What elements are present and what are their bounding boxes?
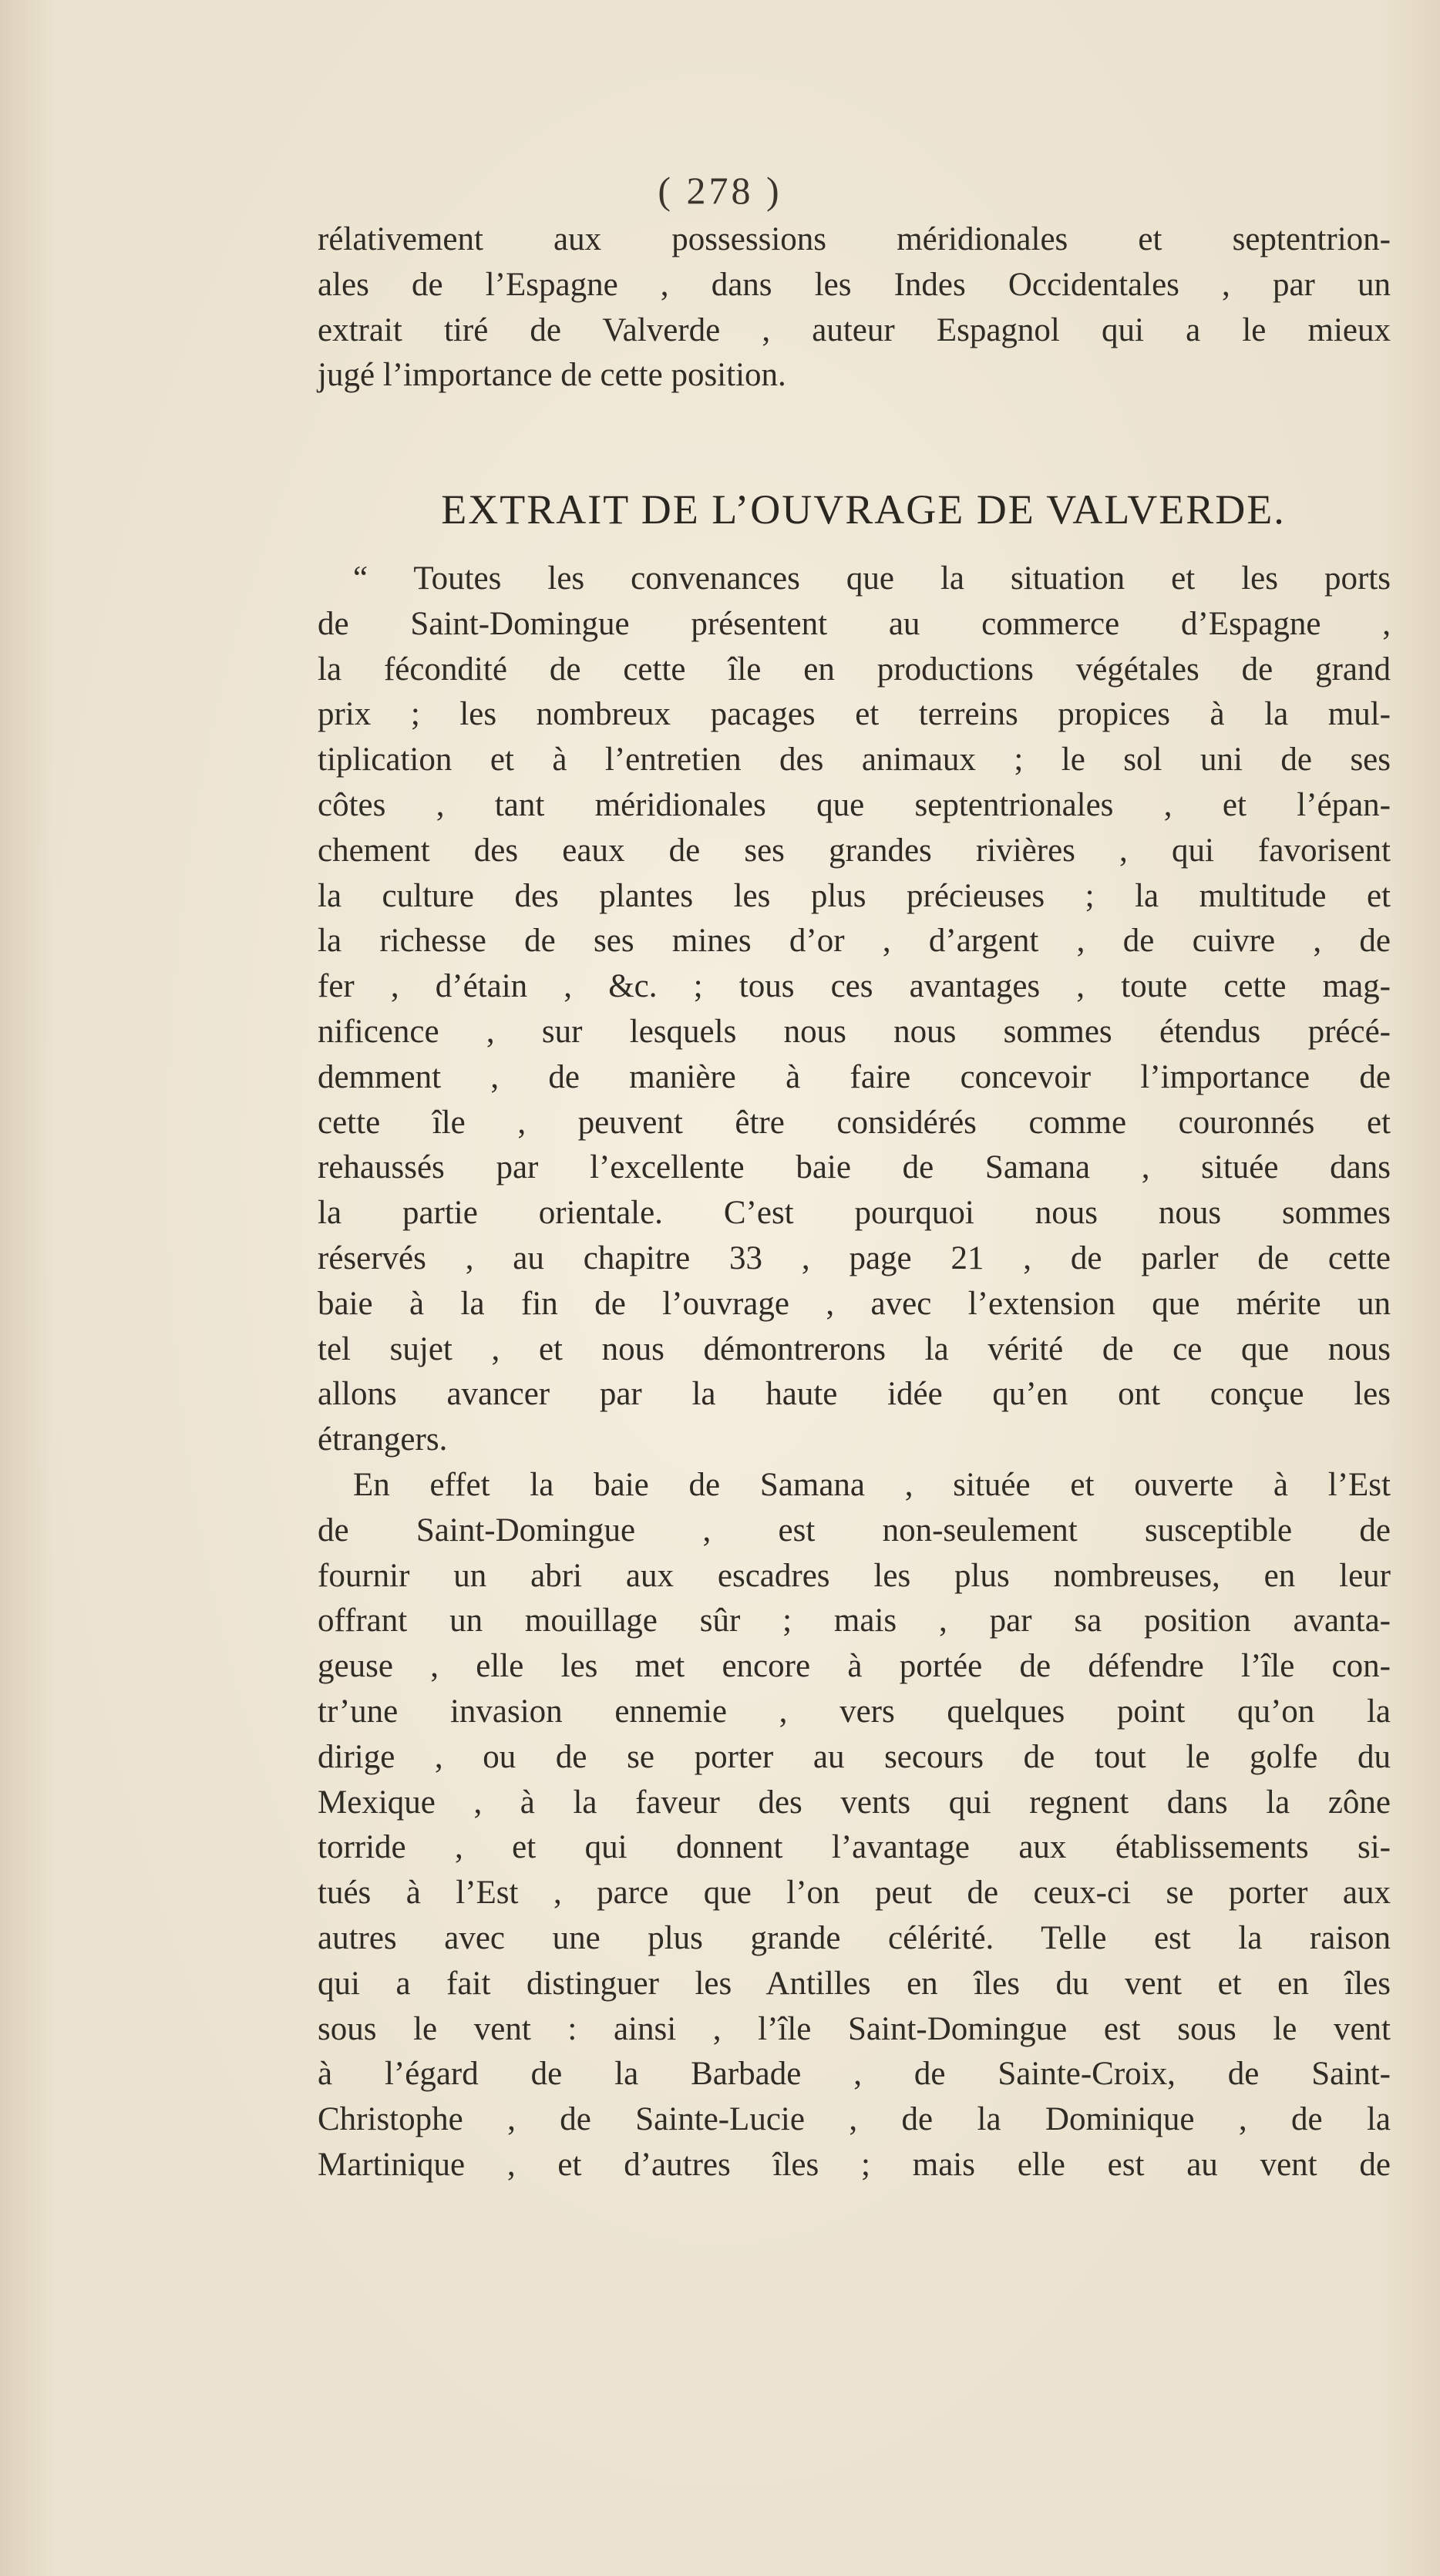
text-line: geuse , elle les met encore à portée de défendre l’île con- bbox=[318, 1648, 1391, 1685]
text-line: Mexique , à la faveur des vents qui regnent dans la zône bbox=[318, 1784, 1391, 1821]
text-line: de Saint-Domingue , est non-seulement susceptible de bbox=[318, 1512, 1391, 1549]
text-line: autres avec une plus grande célérité. Telle est la raison bbox=[318, 1919, 1391, 1956]
text-line: réservés , au chapitre 33 , page 21 , de parler de cette bbox=[318, 1239, 1391, 1276]
text-line: étrangers. bbox=[318, 1421, 448, 1458]
text-line: de Saint-Domingue présentent au commerce d’Espagne , bbox=[318, 605, 1391, 642]
text-line: rehaussés par l’excellente baie de Samana , située dans bbox=[318, 1149, 1391, 1186]
text-line: la fécondité de cette île en productions végétales de grand bbox=[318, 651, 1391, 688]
text-line: tr’une invasion ennemie , vers quelques point qu’on la bbox=[318, 1693, 1391, 1730]
text-line: offrant un mouillage sûr ; mais , par sa position avanta- bbox=[318, 1602, 1391, 1639]
page-number: ( 278 ) bbox=[658, 169, 782, 212]
text-line: nificence , sur lesquels nous nous sommes étendus précé- bbox=[318, 1013, 1391, 1050]
text-line: extrait tiré de Valverde , auteur Espagnol qui a le mieux bbox=[318, 311, 1391, 348]
text-line: fournir un abri aux escadres les plus nombreuses, en leur bbox=[318, 1557, 1391, 1594]
text-line: tués à l’Est , parce que l’on peut de ceux-ci se porter aux bbox=[318, 1875, 1391, 1912]
text-line: la partie orientale. C’est pourquoi nous nous sommes bbox=[318, 1195, 1391, 1232]
text-line: cette île , peuvent être considérés comme couronnés et bbox=[318, 1104, 1391, 1141]
section-heading: EXTRAIT DE L’OUVRAGE DE VALVERDE. bbox=[441, 486, 1286, 533]
text-line: qui a fait distinguer les Antilles en îles du vent et en îles bbox=[318, 1965, 1391, 2002]
text-line: rélativement aux possessions méridionales et septentrion- bbox=[318, 221, 1391, 257]
text-line: chement des eaux de ses grandes rivières , qui favorisent bbox=[318, 832, 1391, 869]
text-line: Martinique , et d’autres îles ; mais elle est au vent de bbox=[318, 2146, 1391, 2183]
text-line: demment , de manière à faire concevoir l’importance de bbox=[318, 1058, 1391, 1095]
body-text bbox=[318, 557, 1391, 2188]
text-line: côtes , tant méridionales que septentrionales , et l’épan- bbox=[318, 786, 1391, 823]
paragraph-2 bbox=[318, 1463, 1391, 2188]
text-line: sous le vent : ainsi , l’île Saint-Domingue est sous le vent bbox=[318, 2010, 1391, 2047]
text-line: Christophe , de Sainte-Lucie , de la Dominique , de la bbox=[318, 2101, 1391, 2138]
text-line: baie à la fin de l’ouvrage , avec l’extension que mérite un bbox=[318, 1285, 1391, 1322]
text-line: tiplication et à l’entretien des animaux ; le sol uni de ses bbox=[318, 742, 1391, 779]
text-line: prix ; les nombreux pacages et terreins propices à la mul- bbox=[318, 696, 1391, 733]
text-line: fer , d’étain , &c. ; tous ces avantages , toute cette mag- bbox=[318, 968, 1391, 1005]
text-line: dirige , ou de se porter au secours de tout le golfe du bbox=[318, 1738, 1391, 1775]
text-line: torride , et qui donnent l’avantage aux établissements si- bbox=[318, 1829, 1391, 1866]
text-line: “ Toutes les convenances que la situation et les ports bbox=[353, 560, 1391, 597]
intro-paragraph bbox=[318, 217, 1391, 399]
text-line: jugé l’importance de cette position. bbox=[318, 357, 786, 394]
text-line: allons avancer par la haute idée qu’en ont conçue les bbox=[318, 1376, 1391, 1413]
text-line: tel sujet , et nous démontrerons la vérité de ce que nous bbox=[318, 1330, 1391, 1367]
text-line: la richesse de ses mines d’or , d’argent , de cuivre , de bbox=[318, 923, 1391, 960]
text-line: ales de l’Espagne , dans les Indes Occidentales , par un bbox=[318, 266, 1391, 303]
paragraph-1 bbox=[318, 557, 1391, 1463]
text-line: à l’égard de la Barbade , de Sainte-Croix, de Saint- bbox=[318, 2056, 1391, 2093]
text-line: En effet la baie de Samana , située et ouverte à l’Est bbox=[353, 1466, 1391, 1503]
text-line: la culture des plantes les plus précieuses ; la multitude et bbox=[318, 877, 1391, 914]
